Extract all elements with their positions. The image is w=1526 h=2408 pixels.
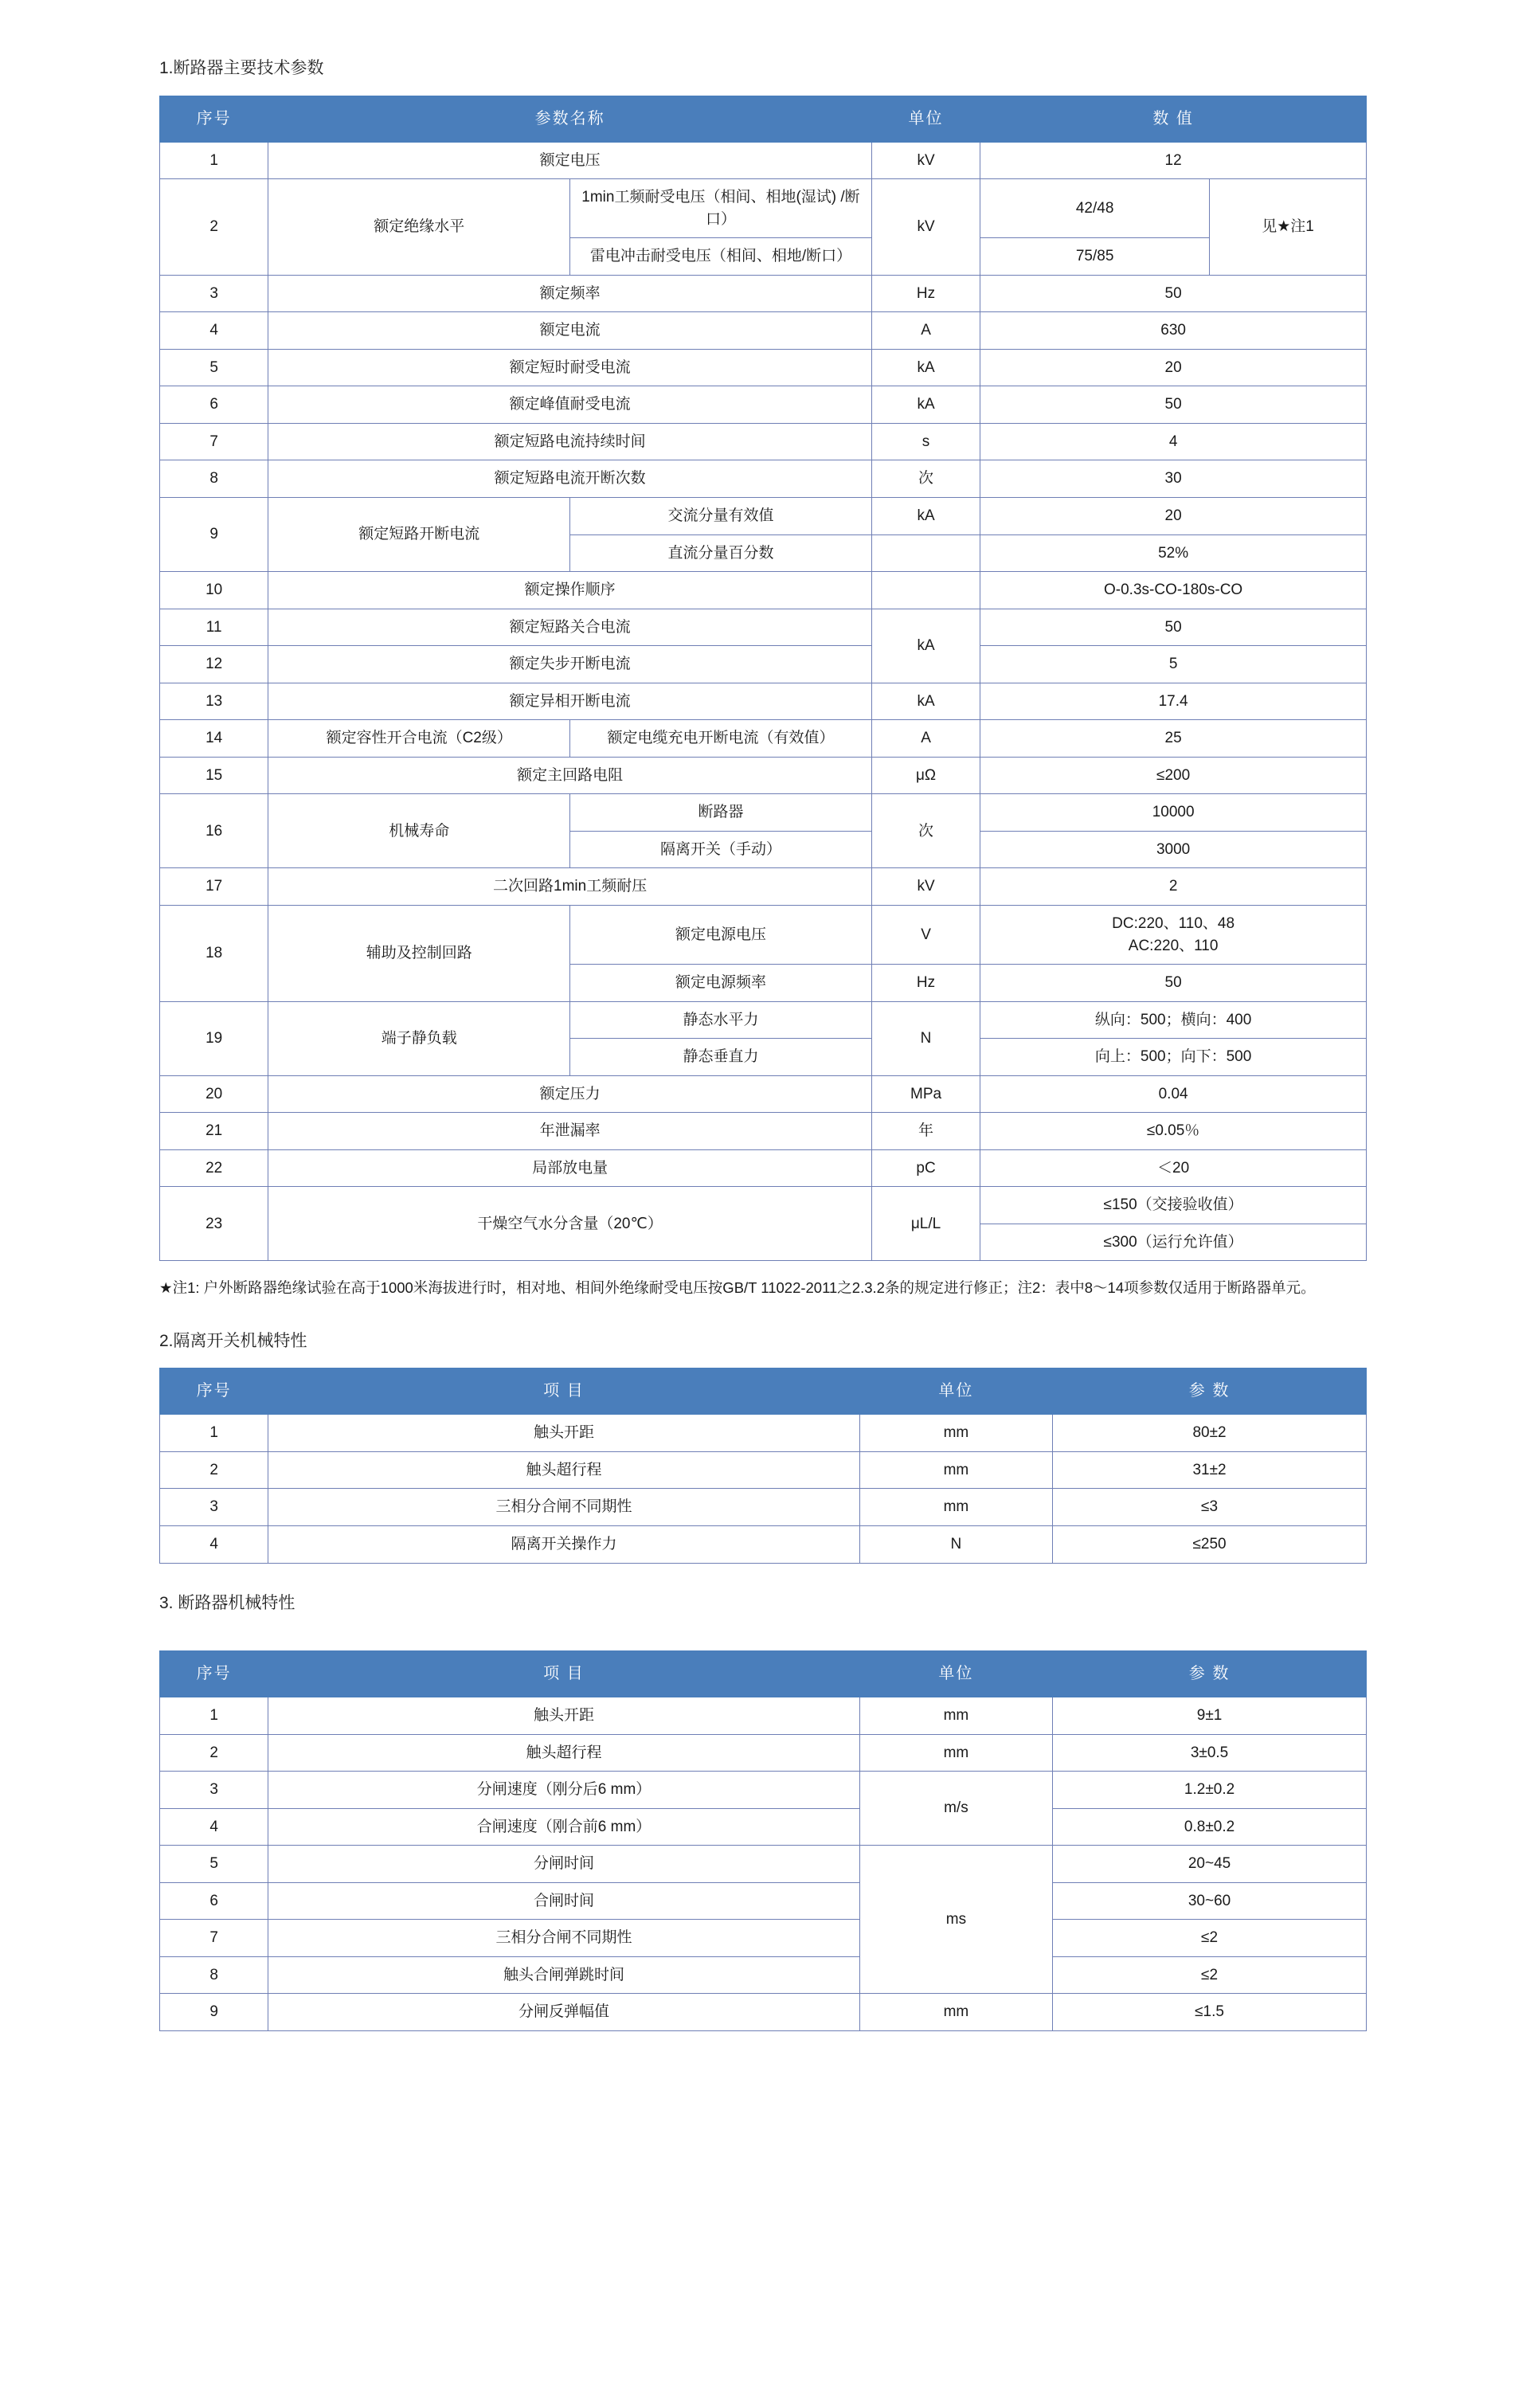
col-header-unit: 单位 (859, 1651, 1052, 1697)
table-row (160, 1001, 1367, 1039)
cell-seq: 6 (160, 386, 268, 424)
cell-unit: pC (871, 1149, 980, 1187)
cell-value: 向上：500；向下：500 (980, 1039, 1367, 1076)
cell-name: 额定电流 (268, 312, 872, 350)
cell-item: 合闸时间 (268, 1882, 859, 1920)
value-line-2: AC:220、110 (1128, 937, 1219, 954)
table-row (160, 142, 1367, 179)
cell-item: 分闸速度（刚分后6 mm） (268, 1772, 859, 1809)
cell-seq: 21 (160, 1113, 268, 1150)
cell-seq: 20 (160, 1075, 268, 1113)
section-3-title: 3. 断路器机械特性 (159, 1593, 295, 1612)
cell-value: 3000 (980, 831, 1367, 868)
cell-value: ≤150（交接验收值） (980, 1187, 1367, 1224)
cell-unit: V (871, 905, 980, 964)
cell-unit: s (871, 423, 980, 460)
cell-value: 50 (980, 609, 1367, 646)
col-header-value: 数 值 (980, 96, 1367, 142)
cell-value: 50 (980, 965, 1367, 1002)
table-row (160, 460, 1367, 498)
cell-param: ≤2 (1053, 1956, 1367, 1994)
cell-subitem: 额定电源频率 (570, 965, 872, 1002)
cell-unit: ms (859, 1846, 1052, 1994)
cell-param: 31±2 (1053, 1451, 1367, 1489)
cell-seq: 13 (160, 683, 268, 720)
cell-value: ＜20 (980, 1149, 1367, 1187)
table-row (160, 1187, 1367, 1224)
cell-seq: 8 (160, 1956, 268, 1994)
cell-unit: A (871, 720, 980, 758)
cell-unit: mm (859, 1415, 1052, 1452)
cell-seq: 12 (160, 646, 268, 683)
table-row (160, 386, 1367, 424)
cell-value: O-0.3s-CO-180s-CO (980, 572, 1367, 609)
table-header-row (160, 1368, 1367, 1415)
cell-seq: 15 (160, 757, 268, 794)
table-row (160, 1846, 1367, 1883)
col-header-unit: 单位 (871, 96, 980, 142)
table-row (160, 1920, 1367, 1957)
cell-seq: 16 (160, 794, 268, 868)
cell-unit: N (871, 1001, 980, 1075)
section-2-title: 2.隔离开关机械特性 (159, 1331, 307, 1350)
table-row (160, 646, 1367, 683)
cell-param: 1.2±0.2 (1053, 1772, 1367, 1809)
table-row (160, 868, 1367, 906)
table-row (160, 1415, 1367, 1452)
cell-seq: 2 (160, 1451, 268, 1489)
cell-seq: 22 (160, 1149, 268, 1187)
cell-subitem: 额定电缆充电开断电流（有效值） (570, 720, 872, 758)
cell-value: 10000 (980, 794, 1367, 832)
cell-seq: 18 (160, 905, 268, 1001)
cell-item: 触头合闸弹跳时间 (268, 1956, 859, 1994)
table-row (160, 1734, 1367, 1772)
col-header-param: 参 数 (1053, 1651, 1367, 1697)
cell-value: 20 (980, 497, 1367, 534)
cell-unit: A (871, 312, 980, 350)
cell-unit: kA (871, 609, 980, 683)
cell-subitem: 交流分量有效值 (570, 497, 872, 534)
col-header-name: 参数名称 (268, 96, 872, 142)
cell-item: 分闸反弹幅值 (268, 1994, 859, 2031)
table-row (160, 794, 1367, 832)
cell-name: 额定主回路电阻 (268, 757, 872, 794)
cell-seq: 14 (160, 720, 268, 758)
table-row (160, 1956, 1367, 1994)
cell-unit: 次 (871, 794, 980, 868)
cell-seq: 4 (160, 312, 268, 350)
cell-seq: 23 (160, 1187, 268, 1261)
table-row (160, 1113, 1367, 1150)
table-row (160, 683, 1367, 720)
table-row (160, 720, 1367, 758)
cell-unit: MPa (871, 1075, 980, 1113)
table-row (160, 423, 1367, 460)
table-row (160, 179, 1367, 238)
table-row (160, 1489, 1367, 1526)
cell-name: 局部放电量 (268, 1149, 872, 1187)
cell-unit: mm (859, 1451, 1052, 1489)
cell-param: ≤1.5 (1053, 1994, 1367, 2031)
cell-name: 年泄漏率 (268, 1113, 872, 1150)
col-header-param: 参 数 (1053, 1368, 1367, 1415)
cell-seq: 10 (160, 572, 268, 609)
cell-value (980, 905, 1367, 964)
cell-value: 20 (980, 349, 1367, 386)
cell-value: 12 (980, 142, 1367, 179)
cell-seq: 5 (160, 349, 268, 386)
cell-name: 额定峰值耐受电流 (268, 386, 872, 424)
cell-name: 额定短路关合电流 (268, 609, 872, 646)
cell-name: 辅助及控制回路 (268, 905, 570, 1001)
cell-value: 2 (980, 868, 1367, 906)
cell-param: 30~60 (1053, 1882, 1367, 1920)
cell-unit: μΩ (871, 757, 980, 794)
table-row (160, 349, 1367, 386)
cell-seq: 2 (160, 179, 268, 276)
cell-item: 三相分合闸不同期性 (268, 1920, 859, 1957)
cell-value: 纵向：500；横向：400 (980, 1001, 1367, 1039)
table-row (160, 1697, 1367, 1735)
cell-name: 额定短路电流持续时间 (268, 423, 872, 460)
cell-value: ≤0.05％ (980, 1113, 1367, 1150)
cell-seq: 1 (160, 142, 268, 179)
cell-subitem: 隔离开关（手动） (570, 831, 872, 868)
spacer (159, 1630, 1367, 1650)
cell-name: 额定异相开断电流 (268, 683, 872, 720)
col-header-seq: 序号 (160, 1651, 268, 1697)
table-row (160, 275, 1367, 312)
table-row (160, 1149, 1367, 1187)
cell-subitem: 直流分量百分数 (570, 534, 872, 572)
table-footnote: ★注1: 户外断路器绝缘试验在高于1000米海拔进行时，相对地、相间外绝缘耐受电压按GB/T 11022-2011之2.3.2条的规定进行修正；注2：表中8～14项参数仅适用于断路器单元。 (159, 1279, 1316, 1297)
section-1-title: 1.断路器主要技术参数 (159, 59, 324, 77)
cell-seq: 11 (160, 609, 268, 646)
cell-seq: 6 (160, 1882, 268, 1920)
cell-unit: m/s (859, 1772, 1052, 1846)
cell-name: 机械寿命 (268, 794, 570, 868)
cell-seq: 1 (160, 1697, 268, 1735)
cell-seq: 1 (160, 1415, 268, 1452)
cell-seq: 3 (160, 275, 268, 312)
table-row (160, 1451, 1367, 1489)
cell-value: ≤300（运行允许值） (980, 1224, 1367, 1261)
cell-param: 80±2 (1053, 1415, 1367, 1452)
table-row (160, 1882, 1367, 1920)
table-breaker-main-parameters (159, 96, 1367, 1262)
cell-value: 52% (980, 534, 1367, 572)
cell-unit: Hz (871, 965, 980, 1002)
cell-seq: 7 (160, 1920, 268, 1957)
cell-param: ≤3 (1053, 1489, 1367, 1526)
cell-value: 50 (980, 275, 1367, 312)
cell-value: 75/85 (980, 238, 1210, 276)
cell-seq: 5 (160, 1846, 268, 1883)
cell-value: 50 (980, 386, 1367, 424)
cell-item: 触头开距 (268, 1415, 859, 1452)
table-breaker-mechanical-characteristics (159, 1650, 1367, 2031)
cell-param: 20~45 (1053, 1846, 1367, 1883)
col-header-item: 项 目 (268, 1368, 859, 1415)
cell-item: 触头开距 (268, 1697, 859, 1735)
cell-name: 额定压力 (268, 1075, 872, 1113)
cell-unit: kA (871, 497, 980, 534)
cell-seq: 3 (160, 1489, 268, 1526)
col-header-seq: 序号 (160, 1368, 268, 1415)
cell-subitem: 静态垂直力 (570, 1039, 872, 1076)
table-row (160, 1994, 1367, 2031)
cell-name: 额定操作顺序 (268, 572, 872, 609)
cell-unit: 年 (871, 1113, 980, 1150)
cell-name: 额定电压 (268, 142, 872, 179)
cell-name: 干燥空气水分含量（20℃） (268, 1187, 872, 1261)
table-row (160, 757, 1367, 794)
table-row (160, 1808, 1367, 1846)
cell-seq: 3 (160, 1772, 268, 1809)
cell-unit: 次 (871, 460, 980, 498)
cell-name: 额定短路开断电流 (268, 497, 570, 571)
cell-seq: 19 (160, 1001, 268, 1075)
cell-unit (871, 534, 980, 572)
cell-name: 额定短时耐受电流 (268, 349, 872, 386)
table-row (160, 312, 1367, 350)
cell-name: 额定频率 (268, 275, 872, 312)
cell-subitem: 断路器 (570, 794, 872, 832)
table-row (160, 1075, 1367, 1113)
table-row (160, 1525, 1367, 1563)
cell-seq: 7 (160, 423, 268, 460)
col-header-item: 项 目 (268, 1651, 859, 1697)
table-row (160, 497, 1367, 534)
cell-unit: kV (871, 142, 980, 179)
cell-unit: mm (859, 1697, 1052, 1735)
table-row (160, 905, 1367, 964)
cell-unit: mm (859, 1489, 1052, 1526)
cell-unit: N (859, 1525, 1052, 1563)
cell-name: 二次回路1min工频耐压 (268, 868, 872, 906)
cell-unit: kA (871, 386, 980, 424)
cell-value: 25 (980, 720, 1367, 758)
cell-subitem: 静态水平力 (570, 1001, 872, 1039)
cell-name: 额定失步开断电流 (268, 646, 872, 683)
cell-param: 0.8±0.2 (1053, 1808, 1367, 1846)
cell-unit: Hz (871, 275, 980, 312)
cell-unit: μL/L (871, 1187, 980, 1261)
cell-param: ≤250 (1053, 1525, 1367, 1563)
cell-subitem: 1min工频耐受电压（相间、相地(湿试) /断口） (570, 179, 872, 238)
cell-item: 三相分合闸不同期性 (268, 1489, 859, 1526)
cell-subitem: 雷电冲击耐受电压（相间、相地/断口） (570, 238, 872, 276)
cell-unit: kV (871, 179, 980, 276)
cell-item: 隔离开关操作力 (268, 1525, 859, 1563)
table-header-row (160, 1651, 1367, 1697)
cell-item: 合闸速度（刚合前6 mm） (268, 1808, 859, 1846)
cell-value: 4 (980, 423, 1367, 460)
cell-unit: mm (859, 1734, 1052, 1772)
cell-item: 触头超行程 (268, 1734, 859, 1772)
cell-subitem: 额定电源电压 (570, 905, 872, 964)
col-header-seq: 序号 (160, 96, 268, 142)
cell-name: 端子静负载 (268, 1001, 570, 1075)
value-line-1: DC:220、110、48 (1112, 914, 1235, 932)
cell-value: 17.4 (980, 683, 1367, 720)
cell-value: 42/48 (980, 179, 1210, 238)
cell-item: 触头超行程 (268, 1451, 859, 1489)
cell-unit: kA (871, 683, 980, 720)
cell-seq: 9 (160, 497, 268, 571)
table-header-row (160, 96, 1367, 142)
cell-name: 额定绝缘水平 (268, 179, 570, 276)
cell-param: 9±1 (1053, 1697, 1367, 1735)
cell-value: 30 (980, 460, 1367, 498)
cell-param: ≤2 (1053, 1920, 1367, 1957)
cell-unit: mm (859, 1994, 1052, 2031)
table-row (160, 609, 1367, 646)
cell-param: 3±0.5 (1053, 1734, 1367, 1772)
cell-seq: 4 (160, 1525, 268, 1563)
cell-note: 见★注1 (1210, 179, 1367, 276)
cell-seq: 17 (160, 868, 268, 906)
cell-item: 分闸时间 (268, 1846, 859, 1883)
cell-seq: 4 (160, 1808, 268, 1846)
cell-name: 额定容性开合电流（C2级） (268, 720, 570, 758)
cell-value: ≤200 (980, 757, 1367, 794)
cell-unit: kA (871, 349, 980, 386)
table-disconnector-mechanical-characteristics (159, 1368, 1367, 1563)
cell-value: 5 (980, 646, 1367, 683)
cell-unit (871, 572, 980, 609)
col-header-unit: 单位 (859, 1368, 1052, 1415)
cell-value: 630 (980, 312, 1367, 350)
cell-value: 0.04 (980, 1075, 1367, 1113)
table-row (160, 1772, 1367, 1809)
cell-seq: 9 (160, 1994, 268, 2031)
table-row (160, 572, 1367, 609)
cell-name: 额定短路电流开断次数 (268, 460, 872, 498)
cell-unit: kV (871, 868, 980, 906)
cell-seq: 2 (160, 1734, 268, 1772)
cell-seq: 8 (160, 460, 268, 498)
